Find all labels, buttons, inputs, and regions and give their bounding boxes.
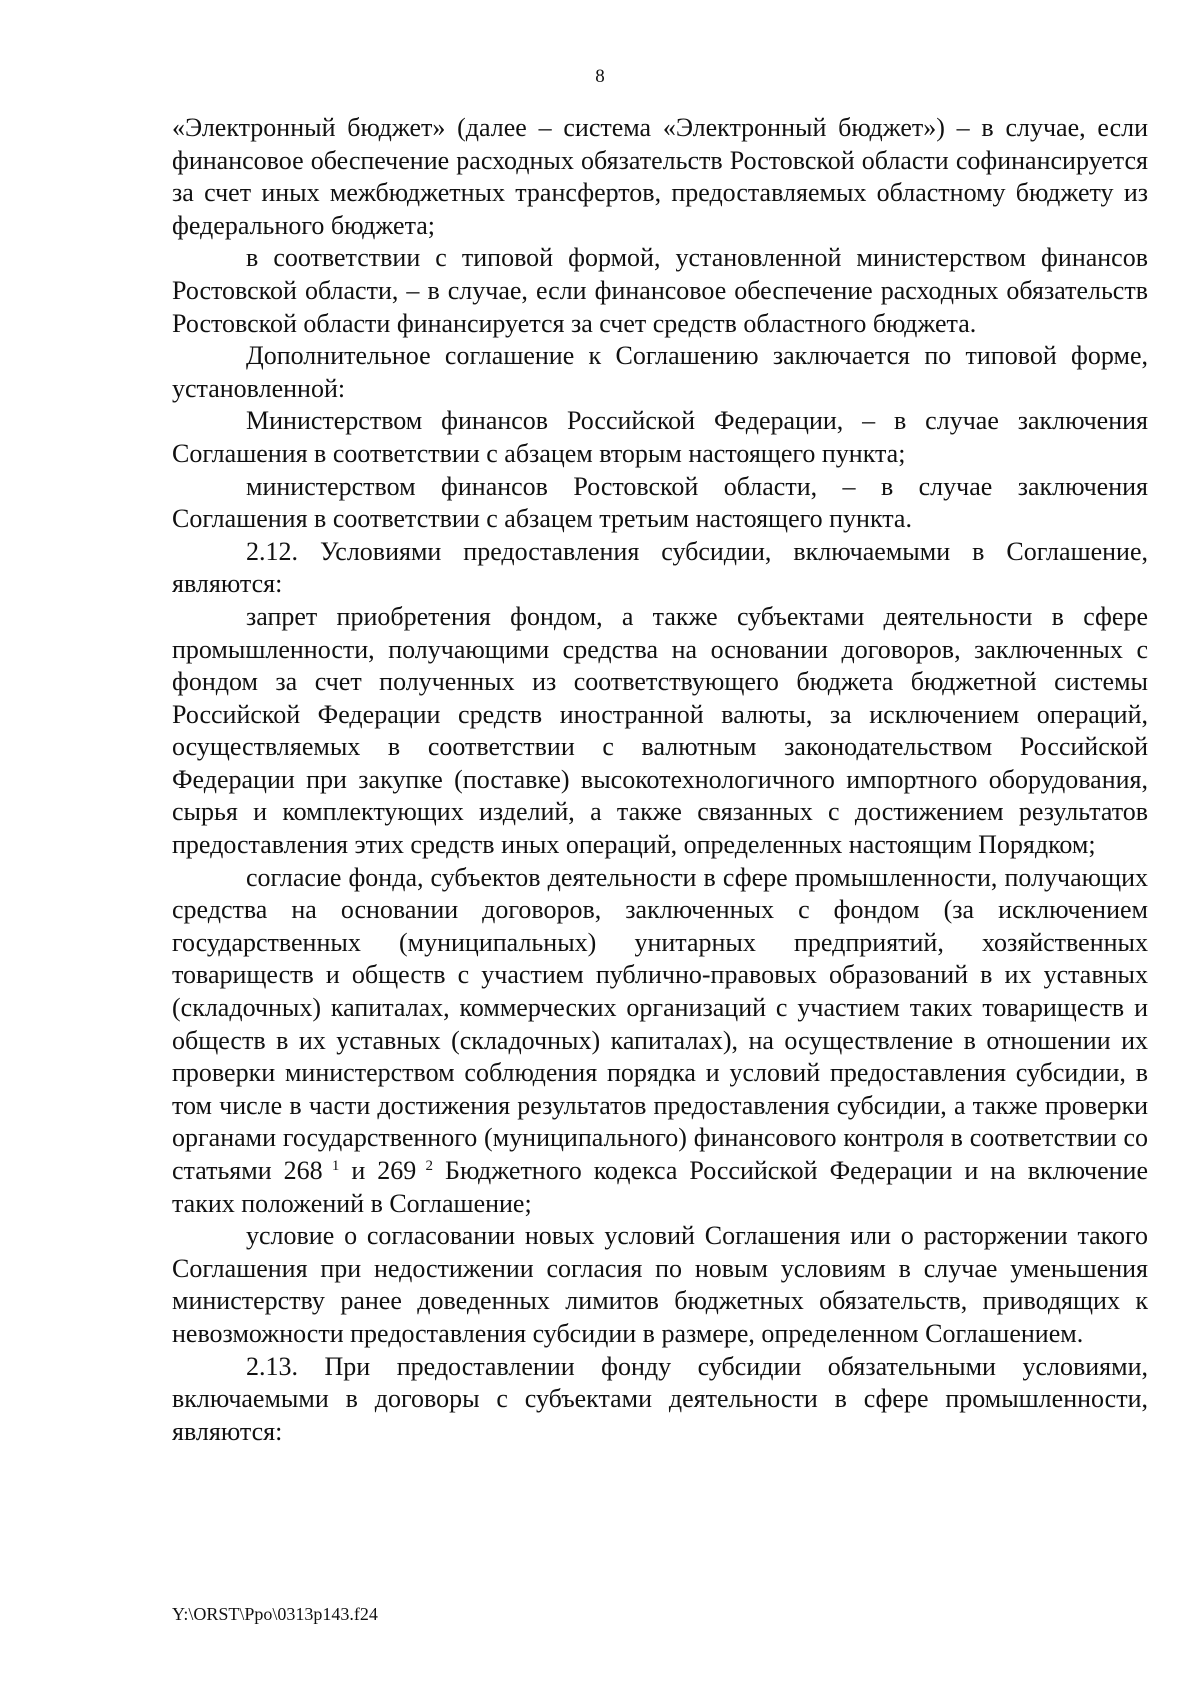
consent-text-after: Бюджетного кодекса Российской Федерации и на включение таких положений в Соглашение;	[172, 1156, 1148, 1218]
paragraph-new-conditions: условие о согласовании новых условий Соглашения или о расторжении такого Соглашения при недостижении согласия по новым условиям в случае уменьшения министерству ранее доведенных лимитов бюджетных обязательств, приводящих к невозможности предоставления субсидии в размере, определенном Соглашением.	[172, 1221, 1148, 1348]
paragraph-additional-agreement: Дополнительное соглашение к Соглашению заключается по типовой форме, установленной:	[172, 341, 1148, 403]
paragraph-consent-inspection	[172, 862, 1148, 1221]
consent-text-before: согласие фонда, субъектов деятельности в сфере промышленности, получающих средства на основании договоров, заключенных с фондом (за исключением государственных (муниципальных) унитарных предприятий, хозяйственных товариществ и обществ с участием публично-правовых образований в их уставных (складочных) капиталах, коммерческих организаций с участием таких товариществ и обществ в их уставных (складочных) капиталах), на осуществление в отношении их проверки министерством соблюдения порядка и условий предоставления субсидии, в том числе в части достижения результатов предоставления субсидии, а также проверки органами государственного (муниципального) финансового контроля в соответствии со статьями 268	[172, 862, 1148, 1185]
paragraph-currency-ban: запрет приобретения фондом, а также субъектами деятельности в сфере промышленности, получающими средства на основании договоров, заключенных с фондом за счет полученных из соответствующего бюджета бюджетной системы Российской Федерации средств иностранной валюты, за исключением операций, осуществляемых в соответствии с валютным законодательством Российской Федерации при закупке (поставке) высокотехнологичного импортного оборудования, сырья и комплектующих изделий, а также связанных с достижением результатов предоставления этих средств иных операций, определенных настоящим Порядком;	[172, 601, 1148, 860]
superscript-article-268: 1	[331, 1158, 340, 1174]
paragraph-electronic-budget: «Электронный бюджет» (далее – система «Электронный бюджет») – в случае, если финансовое обеспечение расходных обязательств Ростовской области софинансируется за счет иных межбюджетных трансфертов, предоставляемых областному бюджету из федерального бюджета;	[172, 113, 1148, 240]
paragraph-standard-form-regional: в соответствии с типовой формой, установленной министерством финансов Ростовской области, – в случае, если финансовое обеспечение расходных обязательств Ростовской области финансируется за счет средств областного бюджета.	[172, 243, 1148, 338]
page-number: 8	[595, 66, 605, 87]
paragraph-clause-2-13: 2.13. При предоставлении фонду субсидии обязательными условиями, включаемыми в договоры с субъектами деятельности в сфере промышленности, являются:	[172, 1351, 1148, 1446]
footer-file-path: Y:\ORST\Ppo\0313p143.f24	[172, 1604, 378, 1624]
paragraph-ministry-regional: министерством финансов Ростовской области, – в случае заключения Соглашения в соответствии с абзацем третьим настоящего пункта.	[172, 471, 1148, 534]
paragraph-ministry-federal: Министерством финансов Российской Федерации, – в случае заключения Соглашения в соответствии с абзацем вторым настоящего пункта;	[172, 406, 1148, 468]
document-body	[172, 112, 1148, 1448]
consent-text-middle: и 269	[339, 1156, 417, 1185]
superscript-article-269: 2	[425, 1158, 434, 1174]
paragraph-clause-2-12: 2.12. Условиями предоставления субсидии, включаемыми в Соглашение, являются:	[172, 536, 1148, 599]
